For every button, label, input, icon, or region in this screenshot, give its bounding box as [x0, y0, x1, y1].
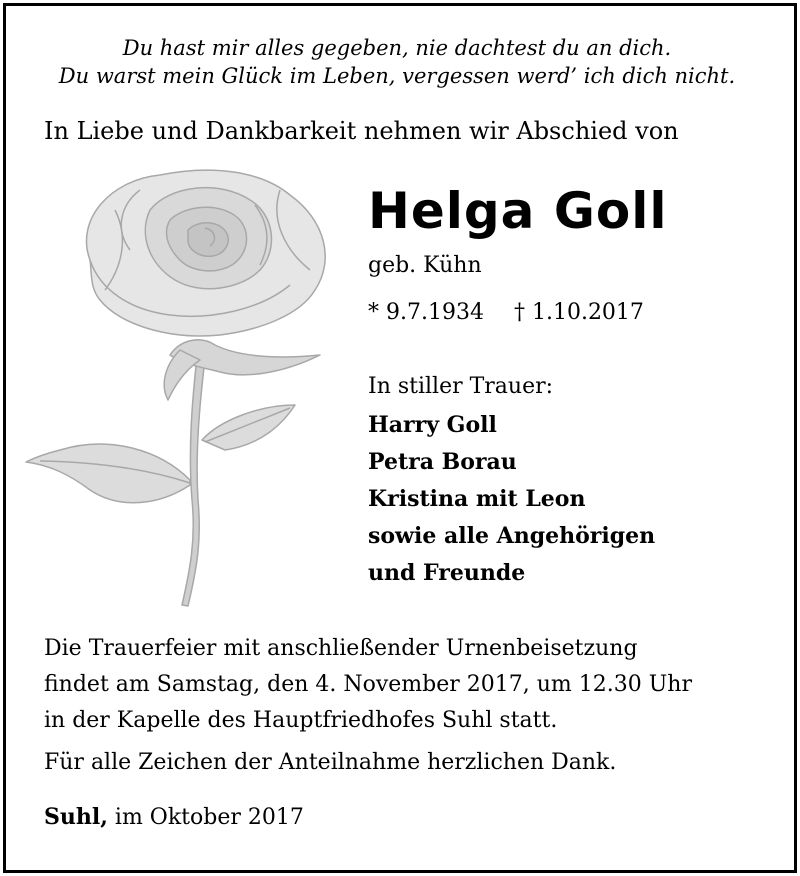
mourners-list [368, 407, 655, 592]
poem-line: Du warst mein Glück im Leben, vergessen werd’ ich dich nicht. [58, 64, 736, 88]
ceremony-line: in der Kapelle des Hauptfriedhofes Suhl statt. [44, 708, 558, 733]
mourner-name: und Freunde [368, 560, 526, 586]
birth-date: * 9.7.1934 [368, 300, 484, 325]
ceremony-line: findet am Samstag, den 4. November 2017, um 12.30 Uhr [44, 672, 692, 697]
life-dates [368, 296, 644, 330]
mourner-name: sowie alle Angehörigen [368, 523, 656, 549]
rose-icon [20, 150, 350, 620]
ceremony-text [44, 631, 692, 739]
mourner-name: Harry Goll [368, 412, 497, 438]
mourners-heading: In stiller Trauer: [368, 374, 554, 399]
death-date: † 1.10.2017 [513, 300, 644, 325]
deceased-name: Helga Goll [368, 182, 668, 240]
closing-place: Suhl, [44, 804, 108, 830]
ceremony-line: Die Trauerfeier mit anschließender Urnenbeisetzung [44, 636, 638, 661]
mourner-name: Petra Borau [368, 449, 517, 475]
poem [0, 34, 794, 90]
closing-line [44, 800, 304, 835]
birth-name: geb. Kühn [368, 253, 482, 278]
thanks-text: Für alle Zeichen der Anteilnahme herzlichen Dank. [44, 750, 617, 775]
mourner-name: Kristina mit Leon [368, 486, 586, 512]
intro-text: In Liebe und Dankbarkeit nehmen wir Abschied von [44, 117, 679, 145]
poem-line: Du hast mir alles gegeben, nie dachtest du an dich. [122, 36, 672, 60]
closing-date: im Oktober 2017 [114, 805, 304, 830]
